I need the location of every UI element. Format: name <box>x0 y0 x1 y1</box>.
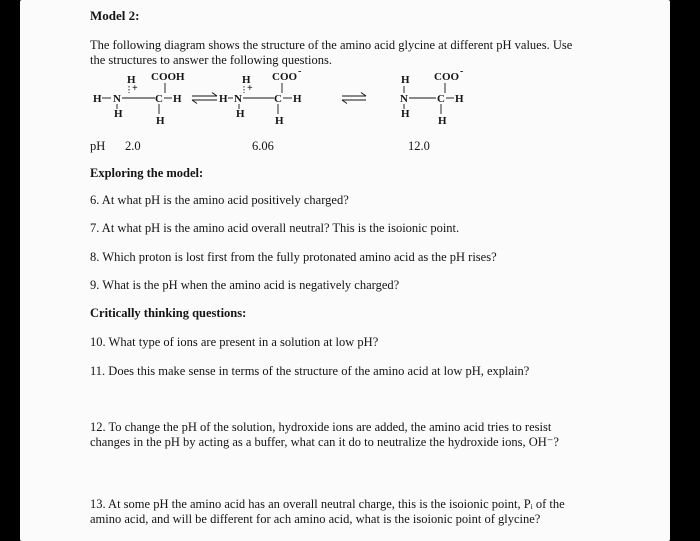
question-12-line-2: changes in the pH by acting as a buffer, what can it do to neutralize the hydroxide ions, OH⁻? <box>90 435 559 449</box>
s3-carboxyl-charge: - <box>460 66 464 77</box>
question-13-line-2: amino acid, and will be different for ach amino acid, what is the isoionic point of glycine? <box>90 512 541 526</box>
s2-carboxyl: COO <box>272 71 298 83</box>
s1-c-bottom-h: H <box>156 115 165 127</box>
s1-top-h: H <box>127 74 136 86</box>
s2-bottom-h: H <box>236 108 245 120</box>
intro-line-1: The following diagram shows the structure of the amino acid glycine at different pH values. Use <box>90 38 573 52</box>
question-12-line-1: 12. To change the pH of the solution, hydroxide ions are added, the amino acid tries to resist <box>90 420 552 434</box>
worksheet-page <box>20 0 670 541</box>
s3-top-h: H <box>401 74 410 86</box>
question-6: 6. At what pH is the amino acid positively charged? <box>90 193 349 207</box>
structure-ph-isoionic <box>219 66 302 127</box>
question-8: 8. Which proton is lost first from the fully protonated amino acid as the pH rises? <box>90 250 497 264</box>
s2-carboxyl-charge: - <box>298 66 302 77</box>
s2-c-bottom-h: H <box>275 115 284 127</box>
ph-value-high: 12.0 <box>408 139 430 153</box>
glycine-structures-diagram <box>20 0 670 160</box>
critical-heading: Critically thinking questions: <box>90 306 247 320</box>
s2-right-h: H <box>293 93 302 105</box>
s1-left-h: H <box>93 93 102 105</box>
intro-line-2: the structures to answer the following questions. <box>90 53 332 67</box>
ph-value-low: 2.0 <box>125 139 141 153</box>
model-title: Model 2: <box>90 8 140 23</box>
s2-nitrogen: N <box>234 93 242 105</box>
s2-left-h: H <box>219 93 228 105</box>
question-10: 10. What type of ions are present in a solution at low pH? <box>90 335 379 349</box>
s2-charge: + <box>247 83 253 94</box>
equilibrium-arrow-2 <box>342 93 366 104</box>
question-9: 9. What is the pH when the amino acid is negatively charged? <box>90 278 400 292</box>
question-11: 11. Does this make sense in terms of the structure of the amino acid at low pH, explain? <box>90 364 530 378</box>
s1-alpha-c: C <box>155 93 163 105</box>
s1-bottom-h: H <box>114 108 123 120</box>
s3-alpha-c: C <box>437 93 445 105</box>
s3-c-bottom-h: H <box>438 115 447 127</box>
exploring-heading: Exploring the model: <box>90 166 204 180</box>
structure-ph-low <box>93 71 185 127</box>
s1-right-h: H <box>173 93 182 105</box>
s3-carboxyl: COO <box>434 71 460 83</box>
s3-nitrogen: N <box>400 93 408 105</box>
s3-bottom-h: H <box>401 108 410 120</box>
ph-value-isoionic: 6.06 <box>252 139 274 153</box>
structure-ph-high <box>400 66 464 127</box>
question-7: 7. At what pH is the amino acid overall neutral? This is the isoionic point. <box>90 221 460 235</box>
s2-top-h: H <box>242 74 251 86</box>
s2-alpha-c: C <box>274 93 282 105</box>
s1-carboxyl: COOH <box>151 71 185 83</box>
s1-charge: + <box>132 83 138 94</box>
question-13-line-1: 13. At some pH the amino acid has an overall neutral charge, this is the isoionic point, Pᵢ of the <box>90 497 565 511</box>
s1-nitrogen: N <box>113 93 121 105</box>
equilibrium-arrow-1 <box>192 93 217 104</box>
s3-right-h: H <box>455 93 464 105</box>
ph-label: pH <box>90 139 106 153</box>
